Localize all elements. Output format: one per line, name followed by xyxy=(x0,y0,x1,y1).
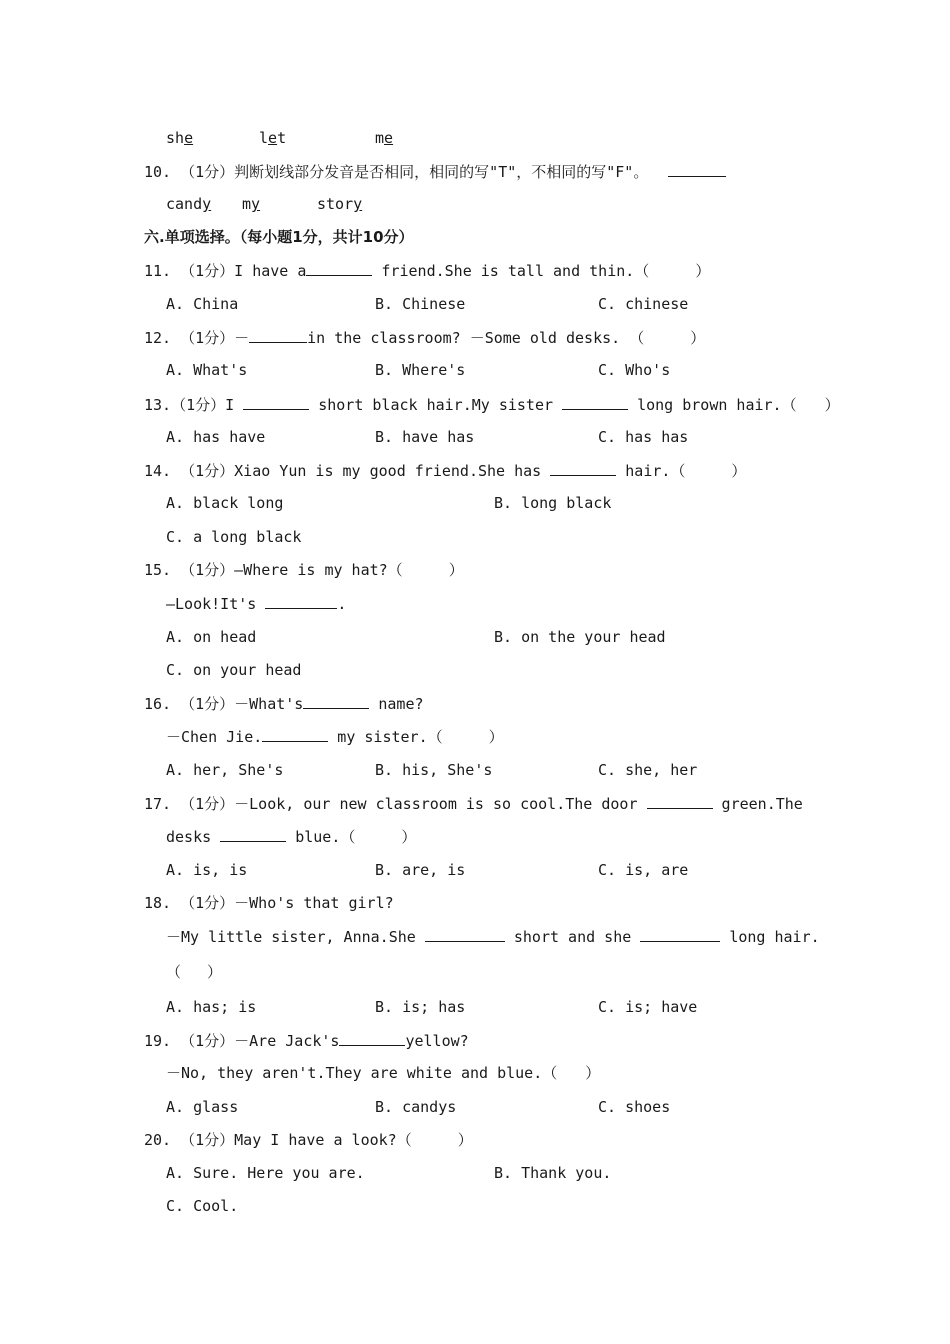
option-a[interactable]: A. has have xyxy=(166,428,266,446)
q10-word-story: story xyxy=(317,195,363,213)
q9-word-she: she xyxy=(166,129,194,147)
question-13: 13.（1分）I short black hair.My sister long brown hair.（ ） xyxy=(144,396,840,414)
question-15-line2: —Look!It's . xyxy=(166,595,347,613)
answer-blank[interactable] xyxy=(220,826,286,842)
option-b[interactable]: B. have has xyxy=(375,428,475,446)
answer-blank[interactable] xyxy=(262,726,328,742)
option-b[interactable]: B. his, She's xyxy=(375,761,493,779)
question-17: 17. （1分）－Look, our new classroom is so cool.The door green.The xyxy=(144,795,803,813)
option-b[interactable]: B. is; has xyxy=(375,998,466,1016)
q9-word-let: let xyxy=(259,129,287,147)
question-10: 10. （1分）判断划线部分发音是否相同，相同的写"T"，不相同的写"F"。 xyxy=(144,161,726,182)
section-heading: 六.单项选择。（每小题1分，共计10分） xyxy=(144,228,414,246)
question-17-line2: desks blue.（ ） xyxy=(166,828,417,846)
question-12: 12. （1分）－ in the classroom? －Some old desks. （ ） xyxy=(144,329,706,347)
answer-blank[interactable] xyxy=(425,926,505,942)
option-b[interactable]: B. Thank you. xyxy=(494,1164,612,1182)
option-a[interactable]: A. her, She's xyxy=(166,761,284,779)
question-18-line2: －My little sister, Anna.She short and she long hair. xyxy=(166,928,820,946)
option-c[interactable]: C. is, are xyxy=(598,861,689,879)
q9-word-me: me xyxy=(375,129,394,147)
answer-blank[interactable] xyxy=(562,394,628,410)
question-18: 18. （1分）－Who's that girl? xyxy=(144,894,394,912)
answer-blank[interactable] xyxy=(306,260,372,276)
option-b[interactable]: B. on the your head xyxy=(494,628,666,646)
option-b[interactable]: B. are, is xyxy=(375,861,466,879)
option-a[interactable]: A. has; is xyxy=(166,998,257,1016)
answer-blank[interactable] xyxy=(249,327,307,343)
question-16-line2: －Chen Jie. my sister.（ ） xyxy=(166,728,504,746)
question-15: 15. （1分）—Where is my hat?（ ） xyxy=(144,561,464,579)
answer-blank[interactable] xyxy=(339,1030,405,1046)
answer-blank[interactable] xyxy=(640,926,720,942)
option-c[interactable]: C. a long black xyxy=(166,528,302,546)
option-a[interactable]: A. glass xyxy=(166,1098,239,1116)
option-a[interactable]: A. China xyxy=(166,295,239,313)
answer-blank[interactable] xyxy=(550,460,616,476)
option-b[interactable]: B. long black xyxy=(494,494,612,512)
option-a[interactable]: A. Sure. Here you are. xyxy=(166,1164,365,1182)
option-b[interactable]: B. candys xyxy=(375,1098,457,1116)
q10-word-my: my xyxy=(242,195,261,213)
option-c[interactable]: C. is; have xyxy=(598,998,698,1016)
question-16: 16. （1分）－What's name? xyxy=(144,695,424,713)
question-11: 11. （1分）I have a friend.She is tall and thin.（ ） xyxy=(144,262,711,280)
option-c[interactable]: C. Who's xyxy=(598,361,671,379)
option-c[interactable]: C. chinese xyxy=(598,295,689,313)
answer-blank[interactable] xyxy=(265,593,337,609)
option-c[interactable]: C. shoes xyxy=(598,1098,671,1116)
option-c[interactable]: C. has has xyxy=(598,428,689,446)
answer-blank[interactable] xyxy=(243,394,309,410)
question-20: 20. （1分）May I have a look?（ ） xyxy=(144,1131,473,1149)
answer-blank[interactable] xyxy=(668,161,726,177)
question-18-line3: （ ） xyxy=(166,963,223,981)
answer-blank[interactable] xyxy=(647,793,713,809)
option-b[interactable]: B. Where's xyxy=(375,361,466,379)
option-c[interactable]: C. she, her xyxy=(598,761,698,779)
option-a[interactable]: A. on head xyxy=(166,628,257,646)
option-c[interactable]: C. Cool. xyxy=(166,1197,239,1215)
question-19-line2: －No, they aren't.They are white and blue.（ ） xyxy=(166,1064,601,1082)
option-a[interactable]: A. is, is xyxy=(166,861,248,879)
option-a[interactable]: A. black long xyxy=(166,494,284,512)
question-14: 14. （1分）Xiao Yun is my good friend.She has hair.（ ） xyxy=(144,462,747,480)
option-b[interactable]: B. Chinese xyxy=(375,295,466,313)
option-a[interactable]: A. What's xyxy=(166,361,248,379)
option-c[interactable]: C. on your head xyxy=(166,661,302,679)
q10-word-candy: candy xyxy=(166,195,212,213)
question-19: 19. （1分）－Are Jack's yellow? xyxy=(144,1032,469,1050)
answer-blank[interactable] xyxy=(303,693,369,709)
